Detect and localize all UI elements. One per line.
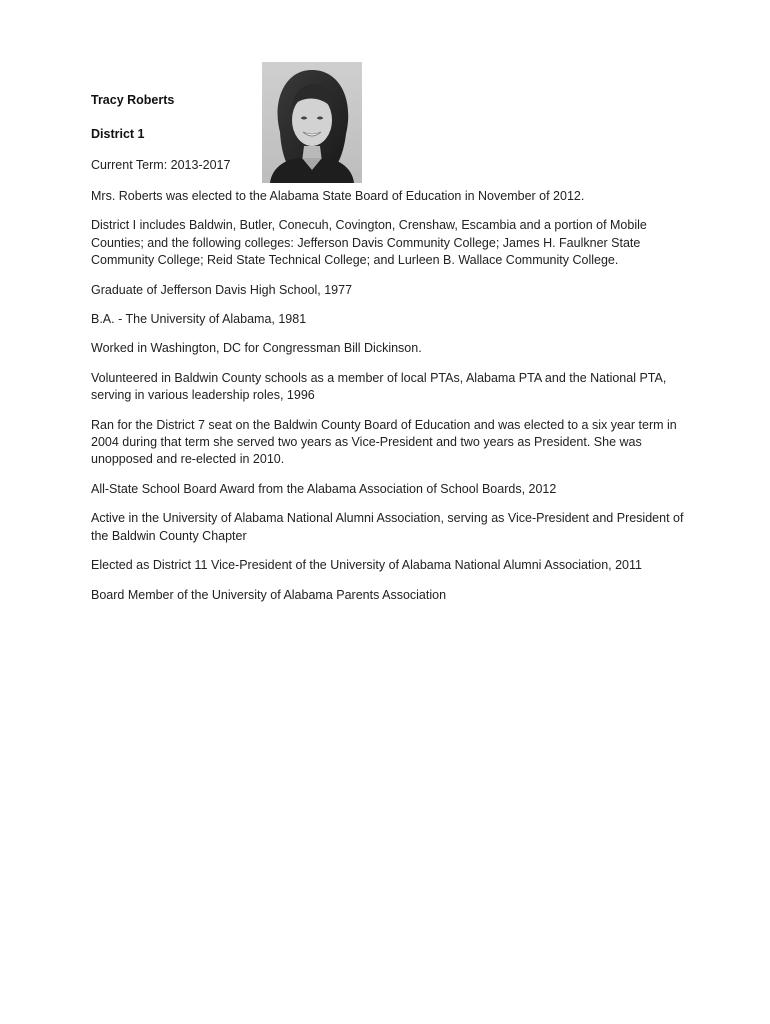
bio-paragraph: All-State School Board Award from the Alabama Association of School Boards, 2012	[91, 481, 557, 496]
bio-paragraph: Worked in Washington, DC for Congressman Bill Dickinson.	[91, 341, 422, 356]
current-term: Current Term: 2013-2017	[91, 158, 231, 172]
bio-paragraph: Board Member of the University of Alabama Parents Association	[91, 587, 447, 602]
bio-paragraph: Active in the University of Alabama National Alumni Association, serving as Vice-President and President of the Baldwin County Chapter	[91, 511, 684, 543]
bio-body	[91, 188, 691, 616]
portrait-photo	[262, 62, 362, 183]
district-label: District 1	[91, 127, 145, 141]
bio-paragraph: Graduate of Jefferson Davis High School, 1977	[91, 282, 353, 297]
bio-paragraph: Volunteered in Baldwin County schools as a member of local PTAs, Alabama PTA and the National PTA, serving in various leadership roles, 1996	[91, 370, 667, 403]
bio-paragraph: Ran for the District 7 seat on the Baldwin County Board of Education and was elected to a six year term in 2004 during that term she served two years as Vice-President and two years as President. She was unopposed and re-elected in 2010.	[91, 417, 677, 467]
portrait-photo-icon	[262, 62, 362, 183]
person-name: Tracy Roberts	[91, 93, 175, 107]
bio-paragraph: Elected as District 11 Vice-President of the University of Alabama National Alumni Association, 2011	[91, 558, 642, 573]
bio-paragraph: District I includes Baldwin, Butler, Conecuh, Covington, Crenshaw, Escambia and a portion of Mobile Counties; and the following colleges: Jefferson Davis Community College; James H. Faulkner State Community College; Reid State Technical College; and Lurleen B. Wallace Community College.	[91, 218, 647, 268]
bio-paragraph: B.A. - The University of Alabama, 1981	[91, 312, 307, 327]
bio-paragraph: Mrs. Roberts was elected to the Alabama State Board of Education in November of 2012.	[91, 189, 585, 203]
